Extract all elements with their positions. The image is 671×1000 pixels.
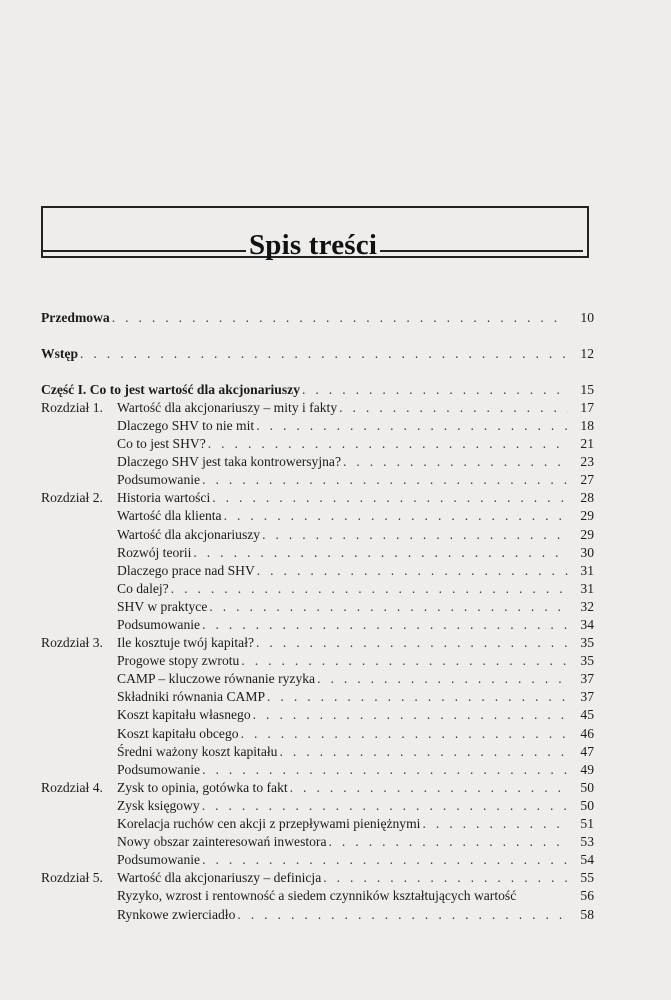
- page-number: 46: [580, 725, 594, 741]
- page-number: 29: [580, 508, 594, 524]
- toc-entry: [41, 706, 594, 724]
- dot-leader: [212, 489, 568, 507]
- toc-entry: [41, 887, 594, 905]
- entry-title: Składniki równania CAMP: [117, 689, 266, 705]
- dot-leader: [112, 309, 568, 327]
- dot-leader: [241, 725, 568, 743]
- toc-entry: [41, 417, 594, 435]
- toc-entry: [41, 489, 594, 507]
- entry-title: Dlaczego SHV jest taka kontrowersyjna?: [117, 454, 341, 470]
- chapter-label: Rozdział 4.: [41, 779, 103, 795]
- toc-entry: [41, 869, 594, 887]
- page-number: 35: [580, 635, 594, 651]
- dot-leader: [343, 453, 568, 471]
- dot-leader: [224, 507, 568, 525]
- entry-title: Historia wartości: [117, 490, 211, 506]
- page-number: 31: [580, 580, 594, 596]
- entry-title: Ile kosztuje twój kapitał?: [117, 635, 255, 651]
- toc-entry: [41, 652, 594, 670]
- entry-title: Wartość dla akcjonariuszy – mity i fakty: [117, 399, 338, 415]
- page-number: 29: [580, 526, 594, 542]
- entry-title: Podsumowanie: [117, 852, 201, 868]
- entry-title: Co dalej?: [117, 580, 169, 596]
- title-rule-left: [43, 250, 246, 252]
- entry-title: Podsumowanie: [117, 761, 201, 777]
- toc-entry: [41, 688, 594, 706]
- page-number: 54: [580, 852, 594, 868]
- entry-title: Wartość dla klienta: [117, 508, 222, 524]
- entry-title: SHV w praktyce: [117, 598, 208, 614]
- page-number: 23: [580, 454, 594, 470]
- chapter-label: Rozdział 1.: [41, 399, 103, 415]
- dot-leader: [422, 815, 568, 833]
- page-number: 18: [580, 417, 594, 433]
- page-number: 49: [580, 761, 594, 777]
- toc-entry: [41, 725, 594, 743]
- entry-title: Koszt kapitału własnego: [117, 707, 251, 723]
- toc-entry: [41, 381, 594, 399]
- page-number: 50: [580, 779, 594, 795]
- title-row: [43, 231, 587, 260]
- page-number: 27: [580, 472, 594, 488]
- entry-title: Rozwój teorii: [117, 544, 192, 560]
- page-number: 55: [580, 870, 594, 886]
- dot-leader: [262, 526, 568, 544]
- toc-entry: [41, 851, 594, 869]
- dot-leader: [171, 580, 568, 598]
- entry-title: Korelacja ruchów cen akcji z przepływami pieniężnymi: [117, 816, 421, 832]
- entry-title: Część I. Co to jest wartość dla akcjonariuszy: [41, 381, 300, 397]
- entry-title: Wstęp: [41, 345, 79, 361]
- dot-leader: [241, 652, 568, 670]
- toc-entry: [41, 833, 594, 851]
- dot-leader: [317, 670, 568, 688]
- entry-title: Zysk to opinia, gotówka to fakt: [117, 779, 288, 795]
- dot-leader: [329, 833, 569, 851]
- entry-title: Ryzyko, wzrost i rentowność a siedem czynników kształtujących wartość: [117, 888, 517, 904]
- toc-entry: [41, 345, 594, 363]
- toc-entry: [41, 526, 594, 544]
- page-number: 37: [580, 671, 594, 687]
- dot-leader: [256, 417, 568, 435]
- toc-entry: [41, 309, 594, 327]
- entry-title: Podsumowanie: [117, 617, 201, 632]
- entry-title: Rynkowe zwierciadło: [117, 906, 236, 922]
- dot-leader: [279, 743, 568, 761]
- dot-leader: [256, 634, 568, 652]
- entry-title: Progowe stopy zwrotu: [117, 653, 240, 669]
- dot-leader: [237, 906, 568, 924]
- toc-entry: [41, 453, 594, 471]
- dot-leader: [80, 345, 568, 363]
- page-number: 53: [580, 834, 594, 850]
- entry-title: Co to jest SHV?: [117, 436, 206, 452]
- title-frame: [41, 206, 589, 261]
- entry-title: Dlaczego SHV to nie mit: [117, 417, 255, 433]
- entry-title: Średni ważony koszt kapitału: [117, 743, 278, 759]
- toc-entry: [41, 544, 594, 562]
- page-number: 47: [580, 743, 594, 759]
- page-number: 58: [580, 906, 594, 922]
- entry-title: Zysk księgowy: [117, 797, 200, 813]
- entry-title: Przedmowa: [41, 310, 110, 325]
- page-number: 10: [580, 310, 594, 325]
- toc-entry: [41, 598, 594, 616]
- toc-entry: [41, 797, 594, 815]
- toc-entry: [41, 616, 594, 634]
- dot-leader: [202, 761, 568, 779]
- page-title: Spis treści: [248, 229, 378, 261]
- dot-leader: [209, 598, 568, 616]
- toc-entry: [41, 435, 594, 453]
- dot-leader: [267, 688, 568, 706]
- toc-entry: [41, 471, 594, 489]
- dot-leader: [202, 616, 568, 634]
- dot-leader: [257, 562, 568, 580]
- dot-leader: [202, 851, 568, 869]
- toc-entry: [41, 670, 594, 688]
- toc-entry: [41, 399, 594, 417]
- chapter-label: Rozdział 2.: [41, 490, 103, 506]
- page-number: 30: [580, 544, 594, 560]
- toc-entry: [41, 634, 594, 652]
- entry-title: Nowy obszar zainteresowań inwestora: [117, 834, 327, 850]
- toc-entry: [41, 906, 594, 924]
- page-number: 56: [580, 888, 594, 904]
- toc-entry: [41, 761, 594, 779]
- entry-title: CAMP – kluczowe równanie ryzyka: [117, 671, 316, 687]
- toc-entry: [41, 815, 594, 833]
- page-number: 17: [580, 399, 594, 415]
- entry-title: Wartość dla akcjonariuszy: [117, 526, 261, 542]
- page-number: 34: [580, 617, 594, 632]
- toc-entry: [41, 562, 594, 580]
- page-number: 31: [580, 562, 594, 578]
- toc-entry: [41, 779, 594, 797]
- table-of-contents: [41, 309, 594, 924]
- page-number: 37: [580, 689, 594, 705]
- entry-title: Wartość dla akcjonariuszy – definicja: [117, 870, 322, 886]
- dot-leader: [323, 869, 568, 887]
- entry-title: Podsumowanie: [117, 472, 201, 488]
- chapter-label: Rozdział 5.: [41, 870, 103, 886]
- dot-leader: [193, 544, 568, 562]
- dot-leader: [202, 471, 568, 489]
- title-rule-right: [380, 250, 583, 252]
- page-number: 15: [580, 381, 594, 397]
- page-number: 51: [580, 816, 594, 832]
- page-number: 12: [580, 345, 594, 361]
- page-number: 50: [580, 797, 594, 813]
- dot-leader: [208, 435, 568, 453]
- dot-leader: [339, 399, 568, 417]
- toc-entry: [41, 580, 594, 598]
- toc-entry: [41, 507, 594, 525]
- entry-title: Koszt kapitału obcego: [117, 725, 239, 741]
- entry-title: Dlaczego prace nad SHV: [117, 562, 255, 578]
- page-number: 28: [580, 490, 594, 506]
- page-number: 32: [580, 598, 594, 614]
- page-number: 35: [580, 653, 594, 669]
- page-number: 45: [580, 707, 594, 723]
- dot-leader: [302, 381, 568, 399]
- dot-leader: [202, 797, 568, 815]
- page-number: 21: [580, 436, 594, 452]
- chapter-label: Rozdział 3.: [41, 635, 103, 651]
- dot-leader: [290, 779, 568, 797]
- toc-entry: [41, 743, 594, 761]
- dot-leader: [253, 706, 568, 724]
